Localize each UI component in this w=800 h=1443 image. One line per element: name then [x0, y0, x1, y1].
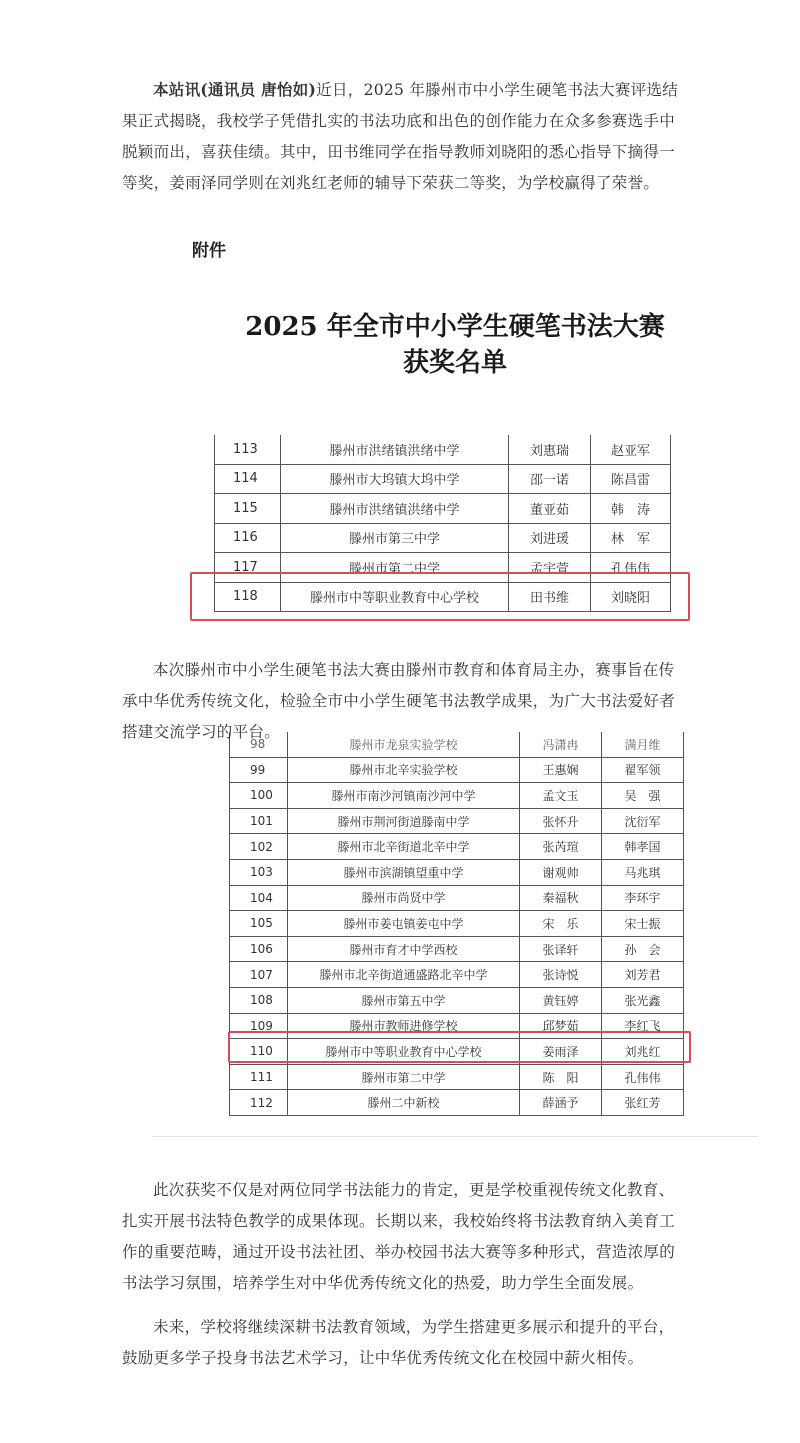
school-cell: 滕州二中新校 — [288, 1090, 520, 1116]
table-row — [230, 885, 684, 911]
teacher-cell: 沈衍军 — [602, 808, 684, 834]
teacher-cell: 刘兆红 — [602, 1039, 684, 1065]
rank-cell: 112 — [230, 1090, 288, 1116]
teacher-cell: 孔伟伟 — [591, 553, 671, 583]
teacher-cell: 孔伟伟 — [602, 1064, 684, 1090]
rank-cell: 114 — [215, 464, 281, 494]
paragraph-1-text: 近日，2025 年滕州市中小学生硬笔书法大赛评选结果正式揭晓，我校学子凭借扎实的书法功底和出色的创作能力在众多参赛选手中脱颖而出，喜获佳绩。其中，田书维同学在指导教师刘晓阳的悉心指导下摘得一等奖，姜雨泽同学则在刘兆红老师的辅导下荣获二等奖，为学校赢得了荣誉。 — [122, 81, 679, 192]
school-cell: 滕州市尚贤中学 — [288, 885, 520, 911]
rank-cell: 111 — [230, 1064, 288, 1090]
student-cell: 黄钰婷 — [520, 987, 602, 1013]
rank-cell: 100 — [230, 783, 288, 809]
school-cell: 滕州市大坞镇大坞中学 — [281, 464, 509, 494]
student-cell: 田书维 — [509, 582, 591, 612]
student-cell: 张译轩 — [520, 936, 602, 962]
rank-cell: 110 — [230, 1039, 288, 1065]
teacher-cell: 孙 会 — [602, 936, 684, 962]
rank-cell: 113 — [215, 435, 281, 464]
table-row — [230, 911, 684, 937]
student-cell: 张怀升 — [520, 808, 602, 834]
rank-cell: 101 — [230, 808, 288, 834]
table-row — [230, 834, 684, 860]
section-divider — [152, 1136, 758, 1137]
rank-cell: 117 — [215, 553, 281, 583]
table-row — [215, 435, 671, 464]
table-row — [230, 962, 684, 988]
teacher-cell: 韩 涛 — [591, 494, 671, 524]
student-cell: 薛涵予 — [520, 1090, 602, 1116]
teacher-cell: 李红飞 — [602, 1013, 684, 1039]
table-row — [230, 757, 684, 783]
table-row — [215, 523, 671, 553]
student-cell: 孟文玉 — [520, 783, 602, 809]
school-cell: 滕州市育才中学西校 — [288, 936, 520, 962]
table-row — [215, 464, 671, 494]
rank-cell: 106 — [230, 936, 288, 962]
teacher-cell: 满月维 — [602, 732, 684, 757]
school-cell: 滕州市第三中学 — [281, 523, 509, 553]
article-paragraph-4: 未来，学校将继续深耕书法教育领域，为学生搭建更多展示和提升的平台，鼓励更多学子投身书法艺术学习，让中华优秀传统文化在校园中薪火相传。 — [122, 1318, 675, 1367]
school-cell: 滕州市滨湖镇望重中学 — [288, 859, 520, 885]
teacher-cell: 李环宇 — [602, 885, 684, 911]
school-cell: 滕州市中等职业教育中心学校 — [281, 582, 509, 612]
student-cell: 陈 阳 — [520, 1064, 602, 1090]
school-cell: 滕州市第二中学 — [288, 1064, 520, 1090]
school-cell: 滕州市北辛街道通盛路北辛中学 — [288, 962, 520, 988]
teacher-cell: 陈昌雷 — [591, 464, 671, 494]
table-row — [230, 808, 684, 834]
teacher-cell: 宋士振 — [602, 911, 684, 937]
school-cell: 滕州市第五中学 — [288, 987, 520, 1013]
rank-cell: 103 — [230, 859, 288, 885]
school-cell: 滕州市姜屯镇姜屯中学 — [288, 911, 520, 937]
rank-cell: 118 — [215, 582, 281, 612]
rank-cell: 102 — [230, 834, 288, 860]
rank-cell: 108 — [230, 987, 288, 1013]
table-row — [215, 494, 671, 524]
table-row — [230, 1090, 684, 1116]
student-cell: 董亚茹 — [509, 494, 591, 524]
teacher-cell: 张红芳 — [602, 1090, 684, 1116]
student-cell: 邵一诺 — [509, 464, 591, 494]
school-cell: 滕州市北辛街道北辛中学 — [288, 834, 520, 860]
student-cell: 谢观帅 — [520, 859, 602, 885]
article-paragraph-3: 此次获奖不仅是对两位同学书法能力的肯定，更是学校重视传统文化教育、扎实开展书法特色教学的成果体现。长期以来，我校始终将书法教育纳入美育工作的重要范畴，通过开设书法社团、举办校园书法大赛等多种形式，营造浓厚的书法学习氛围，培养学生对中华优秀传统文化的热爱，助力学生全面发展。 — [122, 1181, 676, 1292]
table-row — [230, 936, 684, 962]
school-cell: 滕州市洪绪镇洪绪中学 — [281, 435, 509, 464]
rank-cell: 109 — [230, 1013, 288, 1039]
teacher-cell: 张光鑫 — [602, 987, 684, 1013]
rank-cell: 104 — [230, 885, 288, 911]
student-cell: 王惠娴 — [520, 757, 602, 783]
student-cell: 孟宇萱 — [509, 553, 591, 583]
school-cell: 滕州市北辛实验学校 — [288, 757, 520, 783]
school-cell: 滕州市中等职业教育中心学校 — [288, 1039, 520, 1065]
student-cell: 冯潇冉 — [520, 732, 602, 757]
attachment-label: 附件 — [192, 241, 226, 261]
table-row — [230, 783, 684, 809]
school-cell: 滕州市荆河街道滕南中学 — [288, 808, 520, 834]
school-cell: 滕州市教师进修学校 — [288, 1013, 520, 1039]
teacher-cell: 马兆琪 — [602, 859, 684, 885]
student-cell: 张芮瑄 — [520, 834, 602, 860]
school-cell: 滕州市洪绪镇洪绪中学 — [281, 494, 509, 524]
student-cell: 刘进瑗 — [509, 523, 591, 553]
rank-cell: 115 — [215, 494, 281, 524]
teacher-cell: 翟军领 — [602, 757, 684, 783]
rank-cell: 105 — [230, 911, 288, 937]
winner-highlight-second — [228, 1031, 691, 1063]
school-cell: 滕州市龙泉实验学校 — [288, 732, 520, 757]
table-row — [230, 1064, 684, 1090]
student-cell: 刘惠瑞 — [509, 435, 591, 464]
rank-cell: 98 — [230, 732, 288, 757]
student-cell: 张诗悦 — [520, 962, 602, 988]
teacher-cell: 韩孝国 — [602, 834, 684, 860]
student-cell: 邱梦茹 — [520, 1013, 602, 1039]
school-cell: 滕州市南沙河镇南沙河中学 — [288, 783, 520, 809]
teacher-cell: 吴 强 — [602, 783, 684, 809]
byline: 本站讯(通讯员 唐怡如) — [153, 80, 317, 99]
rank-cell: 107 — [230, 962, 288, 988]
table-row — [230, 859, 684, 885]
teacher-cell: 刘芳君 — [602, 962, 684, 988]
table-row — [230, 987, 684, 1013]
school-cell: 滕州市第二中学 — [281, 553, 509, 583]
winner-highlight-first — [190, 572, 690, 621]
rank-cell: 116 — [215, 523, 281, 553]
student-cell: 姜雨泽 — [520, 1039, 602, 1065]
article-paragraph-1 — [122, 74, 682, 199]
student-cell: 秦福秋 — [520, 885, 602, 911]
student-cell: 宋 乐 — [520, 911, 602, 937]
award-list-subtitle: 获奖名单 — [402, 348, 507, 378]
award-list-title: 2025 年全市中小学生硬笔书法大赛 — [245, 312, 665, 342]
teacher-cell: 赵亚军 — [591, 435, 671, 464]
article-paragraph-2: 本次滕州市中小学生硬笔书法大赛由滕州市教育和体育局主办，赛事旨在传承中华优秀传统文化，检验全市中小学生硬笔书法教学成果，为广大书法爱好者搭建交流学习的平台。 — [122, 661, 676, 741]
teacher-cell: 林 军 — [591, 523, 671, 553]
rank-cell: 99 — [230, 757, 288, 783]
teacher-cell: 刘晓阳 — [591, 582, 671, 612]
